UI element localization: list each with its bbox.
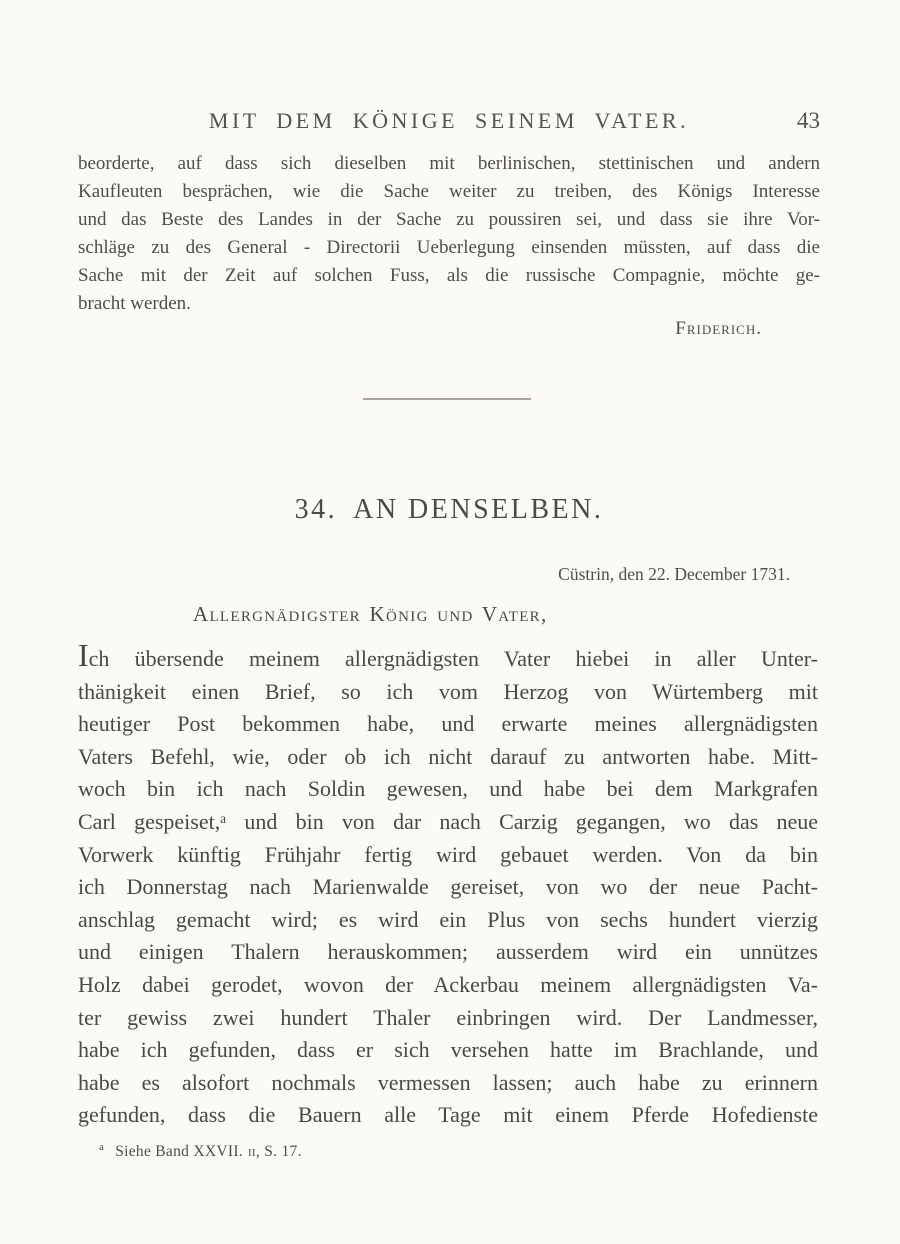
footnote: [99, 1141, 302, 1161]
body-line: Carl gespeiset,ᵃ und bin von dar nach Carzig gegangen, wo das neue: [78, 808, 818, 834]
text-line: beorderte, auf dass sich dieselben mit berlinischen, stettinischen und andern: [78, 153, 820, 174]
dateline: Cüstrin, den 22. December 1731.: [558, 564, 790, 584]
body-line: Holz dabei gerodet, wovon der Ackerbau meinem allergnädigsten Va-: [78, 971, 818, 997]
section-divider: [363, 398, 531, 400]
footnote-text-post: , S. 17.: [255, 1143, 302, 1161]
text-line: Sache mit der Zeit auf solchen Fuss, als die russische Compagnie, möchte ge-: [78, 265, 820, 286]
previous-letter-continuation: [78, 150, 820, 318]
text-line: Kaufleuten besprächen, wie die Sache weiter zu treiben, des Königs Interesse: [78, 181, 820, 202]
text-line: schläge zu des General - Directorii Ueberlegung einsenden müssten, auf dass die: [78, 237, 820, 258]
salutation: Allergnädigster König und Vater,: [193, 602, 548, 626]
letter-title: AN DENSELBEN.: [353, 494, 604, 525]
body-line: Ich übersende meinem allergnädigsten Vater hiebei in aller Unter-: [78, 638, 818, 673]
body-line: woch bin ich nach Soldin gewesen, und habe bei dem Markgrafen: [78, 776, 818, 802]
letter-heading: [78, 494, 820, 526]
body-line: habe es alsofort nochmals vermessen lassen; auch habe zu erinnern: [78, 1069, 818, 1095]
footnote-marker: a: [99, 1141, 105, 1153]
body-line: ter gewiss zwei hundert Thaler einbringen wird. Der Landmesser,: [78, 1004, 818, 1030]
running-header-title: MIT DEM KÖNIGE SEINEM VATER.: [208, 108, 690, 133]
signature-friderich: Friderich.: [675, 318, 762, 339]
footnote-text: Siehe Band XXVII.: [115, 1143, 243, 1161]
text-line: bracht werden.: [78, 293, 191, 314]
body-line: ich Donnerstag nach Marienwalde gereiset, von wo der neue Pacht-: [78, 874, 818, 900]
footnote-roman-numeral: ii: [247, 1143, 256, 1161]
page-header: [78, 108, 820, 140]
body-line: Vaters Befehl, wie, oder ob ich nicht darauf zu antworten habe. Mitt-: [78, 743, 818, 769]
body-line: und einigen Thalern herauskommen; ausserdem wird ein unnützes: [78, 939, 818, 965]
letter-number: 34.: [294, 494, 338, 525]
body-line: anschlag gemacht wird; es wird ein Plus von sechs hundert vierzig: [78, 906, 818, 932]
body-line: habe ich gefunden, dass er sich versehen hatte im Brachlande, und: [78, 1037, 818, 1063]
text-line: und das Beste des Landes in der Sache zu poussiren sei, und dass sie ihre Vor-: [78, 209, 820, 230]
body-line: heutiger Post bekommen habe, und erwarte meines allergnädigsten: [78, 711, 818, 737]
body-line: Vorwerk künftig Frühjahr fertig wird gebauet werden. Von da bin: [78, 841, 818, 867]
page-number: 43: [797, 108, 820, 133]
body-line: gefunden, dass die Bauern alle Tage mit einem Pferde Hofedienste: [78, 1102, 818, 1128]
letter-body: [78, 640, 818, 1132]
body-line: thänigkeit einen Brief, so ich vom Herzog von Würtemberg mit: [78, 678, 818, 704]
